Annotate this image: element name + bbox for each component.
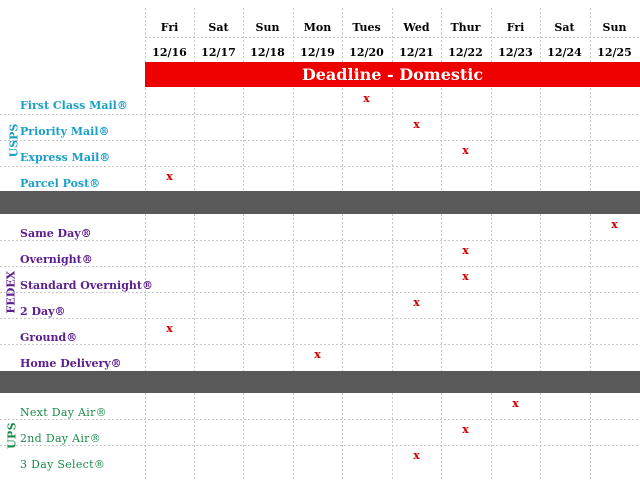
- service-label: Ground®: [20, 331, 78, 344]
- deadline-mark: x: [166, 322, 173, 335]
- section-divider: [0, 191, 640, 214]
- deadline-banner: Deadline - Domestic: [145, 62, 640, 87]
- day-header: Thur: [450, 21, 481, 34]
- date-header: 12/25: [597, 46, 632, 59]
- deadline-mark: x: [462, 244, 469, 257]
- deadline-mark: x: [462, 270, 469, 283]
- service-label: 3 Day Select®: [20, 458, 106, 471]
- date-header: 12/17: [201, 46, 236, 59]
- day-header: Sat: [208, 21, 229, 34]
- deadline-mark: x: [512, 397, 519, 410]
- group-label-ups: UPS: [5, 422, 19, 449]
- day-header: Fri: [506, 21, 525, 34]
- date-header: 12/20: [349, 46, 384, 59]
- deadline-mark: x: [611, 218, 618, 231]
- day-header: Fri: [160, 21, 179, 34]
- date-header: 12/23: [498, 46, 533, 59]
- deadline-mark: x: [462, 144, 469, 157]
- service-label: Express Mail®: [20, 151, 111, 164]
- deadline-mark: x: [314, 348, 321, 361]
- date-header: 12/16: [152, 46, 187, 59]
- date-header: 12/22: [448, 46, 483, 59]
- service-label: 2 Day®: [20, 305, 66, 318]
- date-header: 12/18: [250, 46, 285, 59]
- group-label-usps: USPS: [7, 123, 21, 158]
- service-label: Same Day®: [20, 227, 92, 240]
- deadline-mark: x: [166, 170, 173, 183]
- date-header: 12/19: [300, 46, 335, 59]
- date-header: 12/21: [399, 46, 434, 59]
- service-label: Standard Overnight®: [20, 279, 153, 292]
- deadline-mark: x: [413, 449, 420, 462]
- deadline-mark: x: [462, 423, 469, 436]
- service-label: Overnight®: [20, 253, 93, 266]
- section-divider: [0, 371, 640, 393]
- day-header: Tues: [352, 21, 381, 34]
- group-label-fedex: FEDEX: [4, 270, 18, 314]
- day-header: Mon: [303, 21, 332, 34]
- service-label: 2nd Day Air®: [20, 432, 102, 445]
- day-header: Sun: [255, 21, 280, 34]
- deadline-mark: x: [363, 92, 370, 105]
- deadline-mark: x: [413, 296, 420, 309]
- service-label: Home Delivery®: [20, 357, 122, 370]
- service-label: Parcel Post®: [20, 177, 101, 190]
- day-header: Wed: [403, 21, 430, 34]
- date-header: 12/24: [547, 46, 582, 59]
- day-header: Sun: [602, 21, 627, 34]
- service-label: First Class Mail®: [20, 99, 128, 112]
- day-header: Sat: [554, 21, 575, 34]
- service-label: Next Day Air®: [20, 406, 107, 419]
- service-label: Priority Mail®: [20, 125, 110, 138]
- deadline-mark: x: [413, 118, 420, 131]
